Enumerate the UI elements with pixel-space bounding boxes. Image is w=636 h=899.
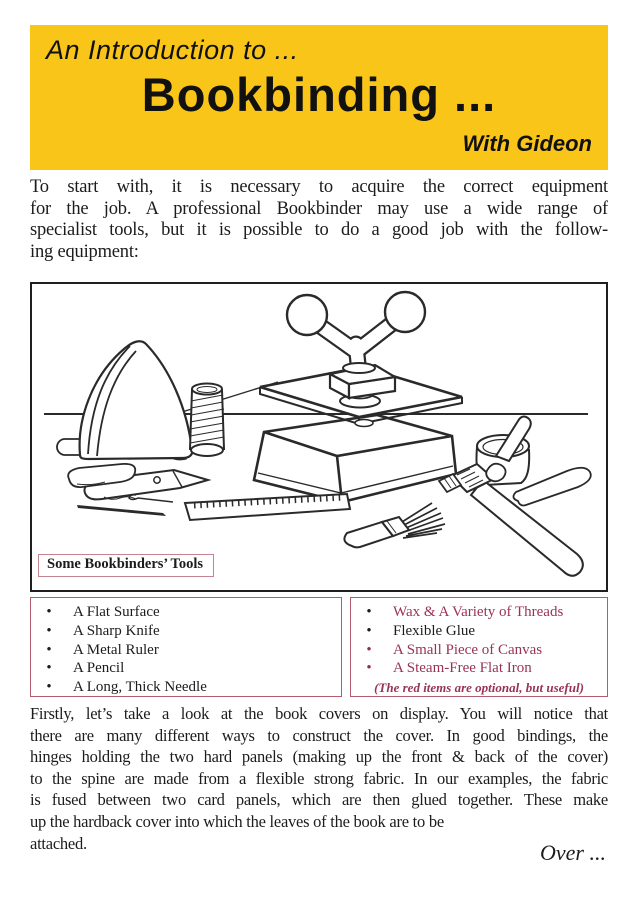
bullet-icon [43, 659, 55, 678]
tool-list-item: • A Sharp Knife [31, 622, 341, 641]
glue-brush-drawing [344, 503, 445, 547]
paragraph-line: Firstly, let’s take a look at the book covers on display. You will notice that [30, 704, 608, 723]
tool-list-item: • Wax & A Variety of Threads [351, 603, 607, 622]
thread-spool-drawing [190, 384, 224, 457]
paragraph-line: hinges holding the two hard panels (making up the front & back of the cover) [30, 747, 608, 767]
tool-list-item: • A Flat Surface [31, 603, 341, 622]
bullet-icon [43, 641, 55, 660]
tool-list-item: • A Small Piece of Canvas [351, 641, 607, 660]
bullet-icon [43, 678, 55, 697]
page-title: Bookbinding ... [141, 68, 497, 121]
bullet-icon [43, 603, 55, 622]
book-press-drawing [254, 292, 462, 502]
paragraph-line: To start with, it is necessary to acquire the correct equipment [30, 177, 608, 197]
paragraph-line: is fused between two card panels, which are then glued together. These make [30, 790, 608, 810]
tool-list-basic [30, 597, 342, 697]
body-paragraph [30, 703, 608, 854]
paragraph-line: for the job. A professional Bookbinder may use a wide range of [30, 198, 608, 219]
paragraph-line: attached. [30, 833, 87, 853]
bullet-icon [363, 659, 375, 678]
tool-list-item: • A Long, Thick Needle [31, 678, 341, 697]
tool-list-optional [350, 597, 608, 697]
bullet-icon [363, 641, 375, 660]
over-label: Over ... [540, 840, 606, 865]
paragraph-line: specialist tools, but it is possible to do a good job with the follow- [30, 220, 608, 241]
paragraph-line: there are many different ways to construct the cover. In good bindings, the [30, 725, 608, 745]
banner-byline: With Gideon [462, 131, 592, 156]
title-banner [30, 25, 608, 170]
tools-figure-frame [30, 282, 608, 592]
tool-list-item: • A Metal Ruler [31, 641, 341, 660]
intro-paragraph [30, 177, 608, 263]
ruler-drawing [185, 494, 350, 520]
paragraph-line: to the spine are made from a flexible strong fabric. In our examples, the fabric [30, 768, 608, 788]
flat-iron-drawing [57, 341, 192, 459]
figure-caption: Some Bookbinders’ Tools [38, 554, 214, 577]
needle-drawing [77, 505, 166, 516]
tool-list-item: • A Steam-Free Flat Iron [351, 659, 607, 678]
paragraph-line: up the hardback cover into which the leaves of the book are to be [30, 811, 444, 831]
bullet-icon [363, 603, 375, 622]
banner-kicker: An Introduction to ... [46, 35, 299, 65]
optional-items-note: (The red items are optional, but useful) [374, 680, 584, 696]
bullet-icon [43, 622, 55, 641]
bullet-icon [363, 622, 375, 641]
tool-list-item: • A Pencil [31, 659, 341, 678]
paragraph-line: ing equipment: [30, 241, 139, 262]
tool-list-item: • Flexible Glue [351, 622, 607, 641]
tools-illustration [32, 284, 606, 590]
